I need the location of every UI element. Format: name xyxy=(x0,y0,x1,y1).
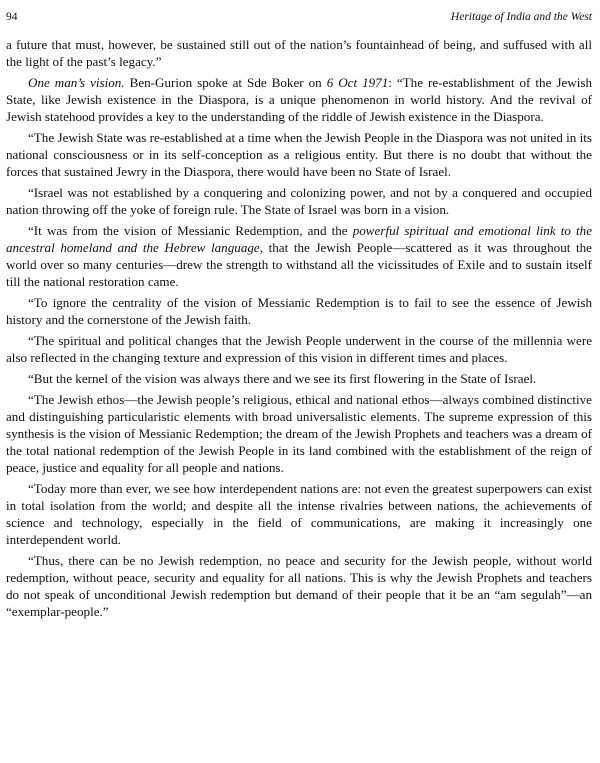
text-run: “The spiritual and political changes that the Jewish People underwent in the course of the millennia were also reflected in the changing texture and expression of this vision in different times and places. xyxy=(6,333,592,365)
text-run: “It was from the vision of Messianic Redemption, and the xyxy=(28,223,353,238)
text-run: “To ignore the centrality of the vision of Messianic Redemption is to fail to see the essence of Jewish history and the cornerstone of the Jewish faith. xyxy=(6,295,592,327)
text-run: , that the Jewish People—scattered as it was throughout the world over so many centuries—drew the strength to withstand all the vicissitudes of Exile and to sustain itself till the national restoration came. xyxy=(6,240,592,289)
text-run: a future that must, however, be sustained still out of the nation’s fountainhead of being, and suffused with all the light of the past’s legacy.” xyxy=(6,37,592,69)
paragraph xyxy=(6,480,592,548)
text-run: “Today more than ever, we see how interdependent nations are: not even the greatest superpowers can exist in total isolation from the world; and despite all the intense rivalries between nations, the achievements of science and technology, especially in the field of communications, are making it increasingly one interdependent world. xyxy=(6,481,592,547)
paragraph xyxy=(6,294,592,328)
italic-run: One man’s vision. xyxy=(28,75,125,90)
text-run: Ben-Gurion spoke at Sde Boker on xyxy=(124,75,327,90)
paragraph xyxy=(6,391,592,476)
paragraph xyxy=(6,552,592,620)
running-head xyxy=(6,10,592,24)
paragraph xyxy=(6,74,592,125)
paragraph xyxy=(6,184,592,218)
paragraph xyxy=(6,36,592,70)
text-run: “The Jewish ethos—the Jewish people’s religious, ethical and national ethos—always combined distinctive and distinguishing particularistic elements with broad universalistic elements. The supreme expression of this synthesis is the vision of Messianic Redemption; the dream of the Jewish Prophets and teachers was a dream of the total national redemption of the Jewish People in its land combined with the establishment of the reign of peace, justice and equality for all people and nations. xyxy=(6,392,592,475)
paragraph xyxy=(6,370,592,387)
text-run: “Israel was not established by a conquering and colonizing power, and not by a conquered and occupied nation throwing off the yoke of foreign rule. The State of Israel was born in a vision. xyxy=(6,185,592,217)
paragraph xyxy=(6,332,592,366)
paragraph xyxy=(6,222,592,290)
page-number: 94 xyxy=(6,11,18,23)
text-run: “But the kernel of the vision was always there and we see its first flowering in the State of Israel. xyxy=(28,371,537,386)
text-run: “Thus, there can be no Jewish redemption, no peace and security for the Jewish people, without world redemption, without peace, security and equality for all nations. This is why the Jewish Prophets and teachers do not speak of unconditional Jewish redemption but demand of their people that it be an “am segulah”—an “exemplar-people.” xyxy=(6,553,592,619)
text-run: “The Jewish State was re-established at a time when the Jewish People in the Diaspora was not united in its national consciousness or in its self-conception as a religious entity. But there is no doubt that without the forces that sustained Jewry in the Diaspora, there would have been no State of Israel. xyxy=(6,130,592,179)
text-run: : “The re-establishment of the Jewish State, like Jewish existence in the Diaspora, is a unique phenomenon in world history. And the revival of Jewish statehood provides a key to the understanding of the riddle of Jewish existence in the Diaspora. xyxy=(6,75,592,124)
italic-run: powerful spiritual and emotional link to the ancestral homeland and the Hebrew language xyxy=(6,223,593,255)
running-title: Heritage of India and the West xyxy=(450,11,592,23)
italic-run: 6 Oct 1971 xyxy=(326,75,389,90)
paragraph xyxy=(6,129,592,180)
body-text xyxy=(6,36,592,620)
